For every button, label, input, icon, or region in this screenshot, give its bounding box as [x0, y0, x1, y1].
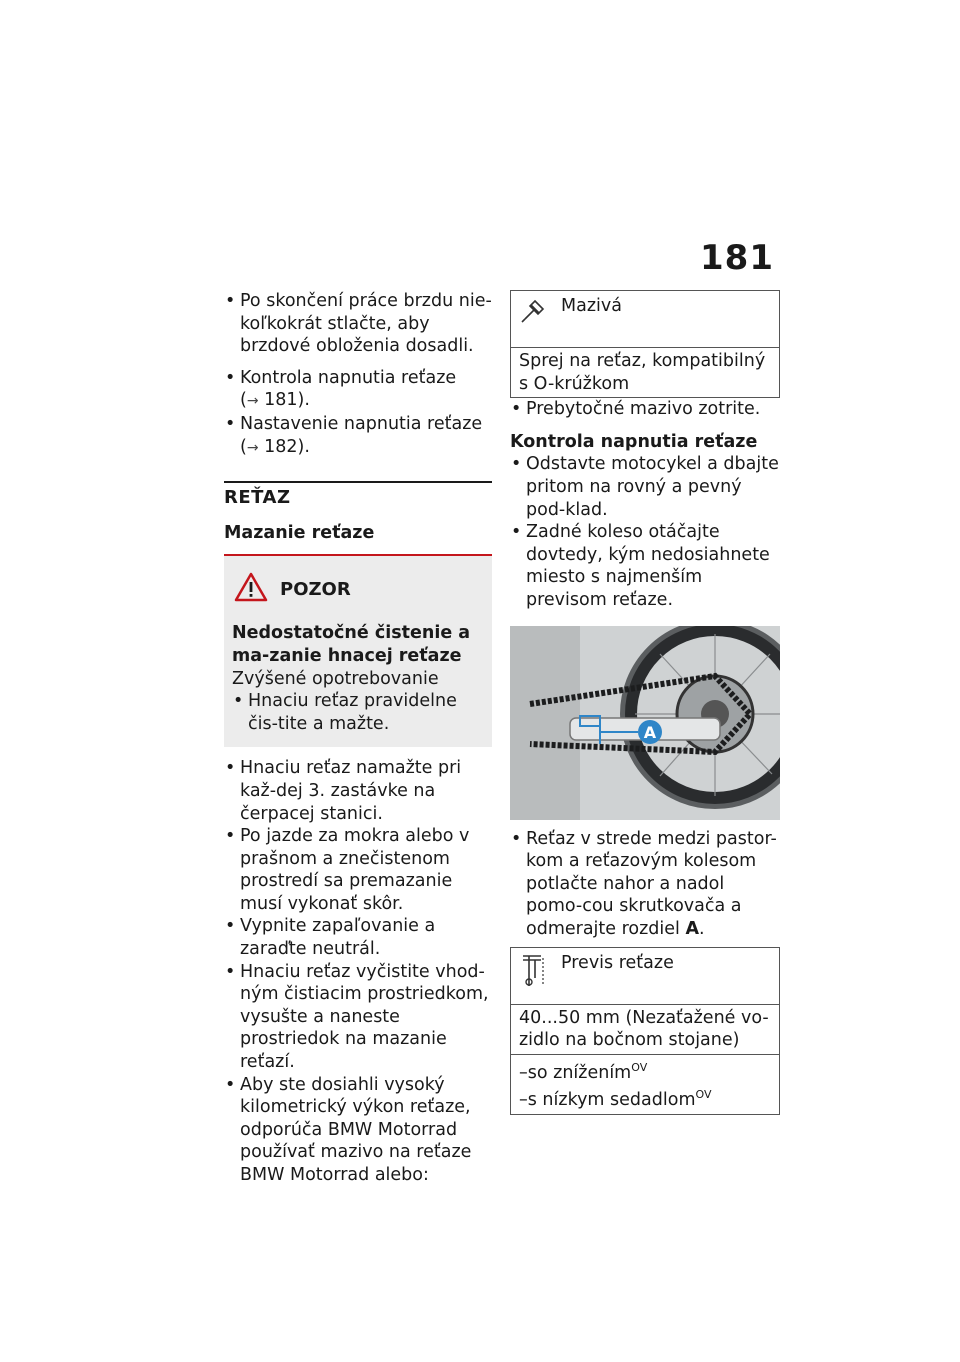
oil-can-icon [519, 295, 561, 332]
page-reference-link[interactable]: 181). [264, 390, 310, 411]
arrow-right-icon: → [246, 393, 259, 410]
list-item: • Po jazde za mokra alebo v prašnom a znečistenom prostredí sa premazanie musí vykonať skôr. [224, 825, 492, 915]
list-item: • Hnaciu reťaz vyčistite vhod-ným čistiacim prostriedkom, vysušte a naneste prostriedok na mazanie reťazí. [224, 961, 492, 1074]
list-item: • Nastavenie napnutia reťaze (→ 182). [224, 413, 492, 459]
list-item: • Hnaciu reťaz namažte pri kaž-dej 3. zastávke na čerpacej stanici. [224, 757, 492, 825]
list-item: • Kontrola napnutia reťaze (→ 181). [224, 367, 492, 413]
caliper-icon [519, 952, 561, 999]
lubricant-table [510, 290, 780, 398]
warning-triangle-icon [234, 572, 268, 609]
warning-consequence: Zvýšené opotrebovanie [232, 668, 439, 689]
subsection-title: Mazanie reťaze [224, 522, 375, 543]
measure-label: A [685, 918, 700, 939]
left-column [224, 290, 492, 1187]
sag-value: 40...50 mm (Nezaťažené vo-zidlo na bočnom stojane) [511, 1004, 779, 1054]
page-reference-link[interactable]: 182). [264, 436, 310, 457]
warning-title: POZOR [280, 579, 351, 601]
list-item: • Po skončení práce brzdu nie-koľkokrát stlačte, aby brzdové obloženia dosadli. [224, 290, 492, 358]
warning-action: • Hnaciu reťaz pravidelne čis-tite a mažte. [232, 690, 484, 735]
lubricant-title: Mazivá [561, 296, 622, 316]
right-column [510, 290, 780, 1115]
list-item: • Aby ste dosiahli vysoký kilometrický výkon reťaze, odporúča BMW Motorrad používať mazivo na reťaze BMW Motorrad alebo: [224, 1074, 492, 1187]
list-item: • Zadné koleso otáčajte dovtedy, kým nedosiahnete miesto s najmenším previsom reťaze. [510, 521, 780, 611]
figure-callout-a: A [643, 722, 657, 742]
list-item: • Prebytočné mazivo zotrite. [510, 398, 780, 421]
page-number: 181 [700, 238, 774, 278]
lubricant-value: Sprej na reťaz, kompatibilný s O-krúžkom [511, 347, 779, 397]
sag-title: Previs reťaze [561, 952, 674, 973]
arrow-right-icon: → [246, 439, 259, 456]
section-title: REŤAZ [224, 487, 291, 509]
chain-photo [510, 626, 780, 820]
chain-sag-table [510, 947, 780, 1115]
list-item: • Reťaz v strede medzi pastor-kom a reťazovým kolesom potlačte nahor a nadol pomo-cou skrutkovača a odmerajte rozdiel A. [510, 828, 780, 941]
section-divider [224, 481, 492, 483]
warning-hazard: Nedostatočné čistenie a ma-zanie hnacej reťaze [232, 623, 471, 666]
list-item: • Odstavte motocykel a dbajte pritom na rovný a pevný pod-klad. [510, 453, 780, 521]
warning-box [224, 556, 492, 747]
list-item: • Vypnite zapaľovanie a zaraďte neutrál. [224, 915, 492, 960]
sag-options: –so znížením$^{OV}$ –s nízkym sedadlom$^{OV}$ [511, 1054, 779, 1114]
section-heading: Kontrola napnutia reťaze [510, 431, 758, 452]
